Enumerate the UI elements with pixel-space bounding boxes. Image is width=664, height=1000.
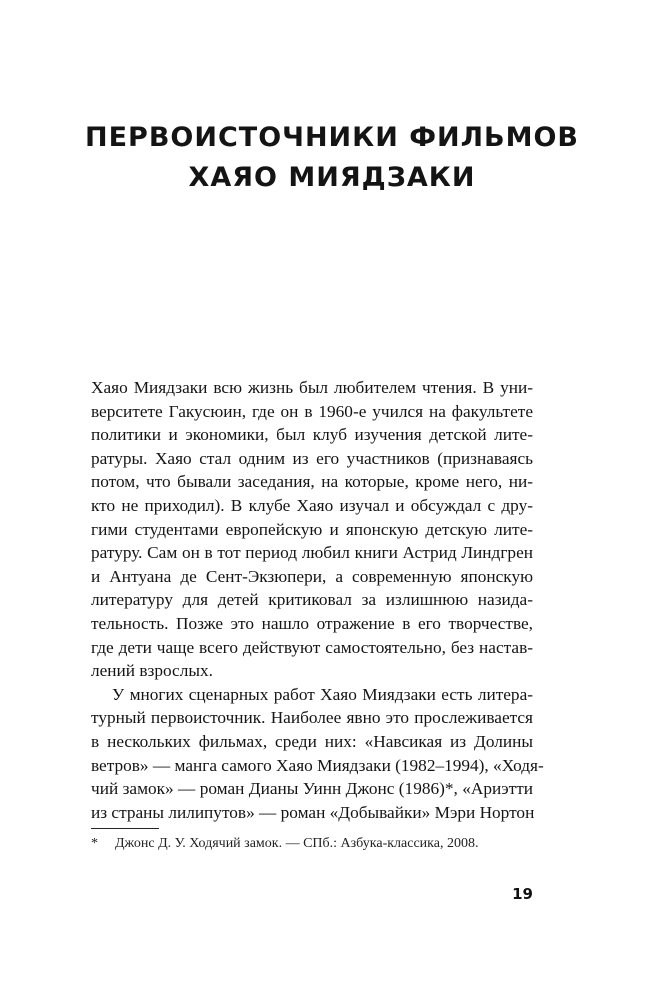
text-line: тельность. Позже это нашло отражение в его творчестве, [91, 613, 533, 633]
chapter-title-line-1: ПЕРВОИСТОЧНИКИ ФИЛЬМОВ [85, 122, 579, 153]
footnote-mark: * [91, 836, 98, 851]
footnote-text: Джонс Д. У. Ходячий замок. — СПб.: Азбука-классика, 2008. [115, 836, 479, 851]
text-line: в нескольких фильмах, среди них: «Навсикая из Долины [91, 731, 533, 751]
chapter-title-line-2: ХАЯО МИЯДЗАКИ [188, 162, 476, 193]
body-text [91, 376, 544, 824]
text-line: ратуру. Сам он в тот период любил книги Астрид Линдгрен [91, 543, 533, 563]
footnote [91, 835, 533, 853]
text-line: ветров» — манга самого Хаяо Миядзаки (1982–1994), «Ходя- [91, 755, 544, 775]
text-line: чий замок» — роман Дианы Уинн Джонс (1986)*, «Ариэтти [91, 779, 533, 799]
page-number: 19 [512, 885, 533, 903]
text-line: и Антуана де Сент-Экзюпери, а современную японскую [91, 566, 533, 586]
text-line: У многих сценарных работ Хаяо Миядзаки есть литера- [112, 684, 533, 704]
footnote-divider [91, 828, 159, 829]
text-line: турный первоисточник. Наиболее явно это прослеживается [91, 708, 533, 728]
text-line: из страны лилипутов» — роман «Добывайки» Мэри Нортон [91, 802, 535, 822]
text-line: потом, что бывали заседания, на которые, кроме него, ни- [91, 472, 533, 492]
text-line: где дети чаще всего действуют самостоятельно, без настав- [91, 637, 533, 657]
paragraph-2 [91, 683, 544, 825]
text-line: Хаяо Миядзаки всю жизнь был любителем чтения. В уни- [91, 378, 533, 397]
text-line: кто не приходил). В клубе Хаяо изучал и обсуждал с дру- [91, 495, 533, 515]
chapter-title [60, 118, 604, 198]
text-line: литературу для детей критиковал за излишнюю назида- [91, 590, 533, 610]
text-line: лений взрослых. [91, 661, 213, 681]
text-line: верситете Гакусюин, где он в 1960-е учился на факультете [91, 401, 533, 421]
text-line: политики и экономики, был клуб изучения детской лите- [91, 425, 533, 445]
text-line: гими студентами европейскую и японскую детскую лите- [91, 519, 533, 539]
paragraph-1 [91, 376, 533, 683]
text-line: ратуры. Хаяо стал одним из его участников (признаваясь [91, 448, 533, 468]
